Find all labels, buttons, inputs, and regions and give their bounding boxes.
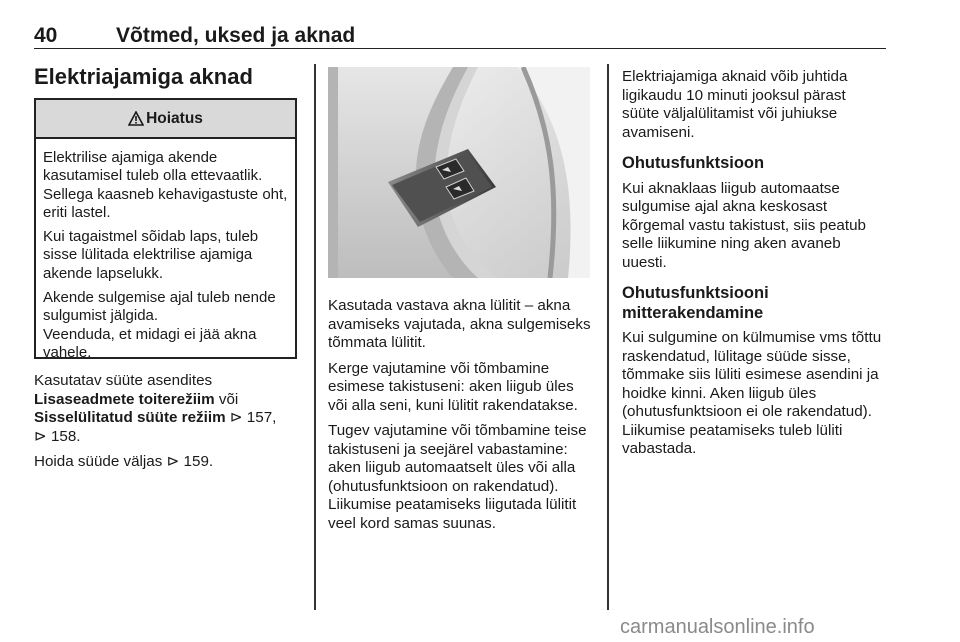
bold-term: Sisselülitatud süüte režiim (34, 409, 226, 426)
page-reference[interactable]: 157, (246, 409, 277, 426)
paragraph: Kui sulgumine on külmumise vms tõttu raskendatud, lülitage süüde sisse, tõmmake siis lüliti esimese asendini ja hoidke kinni. Aken liigub üles (ohutusfunktsioon ei ole rakendatud). Liikumise peatamiseks tuleb lüliti vabastada. (622, 329, 882, 457)
window-switch-photo (328, 67, 590, 278)
chapter-title: Võtmed, uksed ja aknad (116, 24, 356, 47)
bold-term: Lisaseadmete toiterežiim (34, 390, 215, 408)
column-1-text (34, 372, 296, 479)
page-reference[interactable]: 159. (183, 453, 214, 470)
warning-paragraph: Elektrilise ajamiga akende kasutamisel tuleb olla ettevaatlik. Sellega kaasneb kehavigastuste oht, eriti lastel. (43, 149, 288, 221)
warning-paragraph: Veenduda, et midagi ei jää akna vahele. (43, 325, 257, 361)
paragraph: Elektriajamiga aknaid võib juhtida ligikaudu 10 minuti jooksul pärast süüte väljalülitamist või juhiukse avamiseni. (622, 68, 848, 141)
page-number: 40 (34, 24, 58, 47)
column-3-text (622, 68, 884, 471)
paragraph: Kasutada vastava akna lülitit – akna avamiseks vajutada, akna sulgemiseks tõmmata lülitit. (328, 297, 591, 351)
text: Hoida süüde väljas (34, 453, 163, 470)
text: või (218, 390, 239, 408)
warning-paragraph: Akende sulgemise ajal tuleb nende sulgumist jälgida. (43, 289, 276, 325)
page-ref-arrow-icon: ⊳ (34, 427, 47, 445)
watermark: carmanualsonline.info (620, 616, 815, 638)
page-ref-arrow-icon: ⊳ (229, 409, 243, 426)
page-header (34, 18, 886, 49)
paragraph: Tugev vajutamine või tõmbamine teise takistuseni ja seejärel vabastamine: aken liigub automaatselt üles või alla (ohutusfunktsioon on rakendatud). Liikumise peatamiseks liigutada lülitit veel kord samas suunas. (328, 422, 587, 532)
warning-triangle-icon (128, 111, 144, 126)
warning-box (34, 98, 297, 359)
text: Kasutatav süüte asendites (34, 372, 213, 389)
paragraph (34, 372, 296, 446)
warning-label: Hoiatus (146, 109, 203, 127)
page-reference[interactable]: 158. (50, 427, 81, 445)
paragraph: Kerge vajutamine või tõmbamine esimese takistuseni: aken liigub üles või alla seni, kuni lülitit rakendatakse. (328, 359, 578, 414)
subheading: Ohutusfunktsiooni mitterakendamine (622, 284, 769, 322)
column-2-text (328, 297, 596, 540)
section-title: Elektriajamiga aknad (34, 64, 253, 89)
warning-paragraph: Kui tagaistmel sõidab laps, tuleb sisse lülitada elektrilise ajamiga akende lapselukk. (43, 228, 259, 282)
warning-body (36, 139, 295, 362)
paragraph: Kui aknaklaas liigub automaatse sulgumise ajal akna keskosast kõrgemal vastu takistust, siis peatub selle liikumine ning aken avaneb uuesti. (622, 179, 866, 271)
subheading: Ohutusfunktsioon (622, 154, 765, 172)
paragraph (34, 453, 296, 472)
column-divider-1 (314, 64, 316, 610)
warning-header (36, 100, 295, 139)
door-panel-illustration (328, 67, 590, 278)
page-ref-arrow-icon: ⊳ (166, 453, 180, 470)
column-divider-2 (607, 64, 609, 610)
